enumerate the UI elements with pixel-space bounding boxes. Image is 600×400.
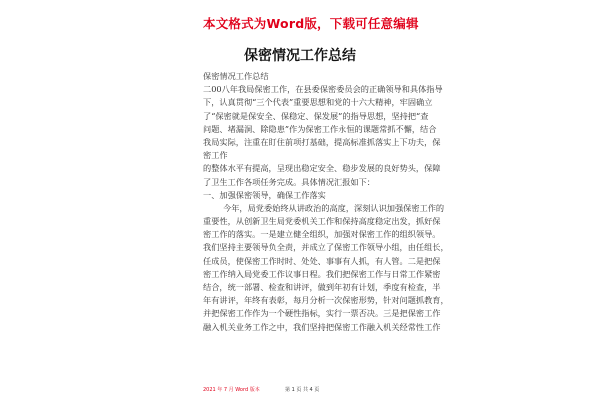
word-format-banner: 本文格式为Word版，下载可任意编辑 bbox=[203, 16, 419, 31]
footer-page-number: 第 1 页 共 4 页 bbox=[285, 387, 320, 393]
body-line: 保密情况工作总结 bbox=[203, 71, 269, 81]
body-line: 重要性，从创新卫生局党委机关工作和保持高度稳定出发，抓好保 bbox=[203, 216, 441, 227]
body-line: 密工作 bbox=[203, 150, 228, 161]
body-line: 了“保密就是保安全、保稳定、保发展”的指导思想，坚持把“查 bbox=[203, 110, 429, 121]
body-line: 今年，局党委始终从讲政治的高度，深刻认识加强保密工作的 bbox=[223, 202, 445, 213]
body-line: 密工作纳入局党委工作议事日程。我们把保密工作与日常工作紧密 bbox=[203, 268, 441, 279]
body-line: 问题、堵漏洞、除隐患”作为保密工作永恒的课题常抓不懈，结合 bbox=[203, 123, 437, 134]
body-line: 下，认真贯彻“三个代表”重要思想和党的十六大精神，牢固确立 bbox=[203, 97, 433, 108]
body-line: 密工作的落实。一是建立健全组织，加强对保密工作的组织领导。 bbox=[203, 229, 441, 240]
body-line: 结合，统一部署、检查和讲评，做到年初有计划，季度有检查，半 bbox=[203, 282, 441, 292]
body-line: 融入机关业务工作之中，我们坚持把保密工作融入机关经常性工作 bbox=[203, 321, 441, 332]
page-title: 保密情况工作总结 bbox=[244, 48, 356, 64]
document-body bbox=[203, 70, 503, 334]
body-line: 我们坚持主要领导负全责，并成立了保密工作领导小组，由任组长， bbox=[203, 242, 449, 253]
body-line: 的整体水平有提高，呈现出稳定安全、稳步发展的良好势头，保障 bbox=[203, 163, 441, 174]
body-line: 我局实际，注重在盯住前项打基础，提高标准抓落实上下功夫，保 bbox=[203, 136, 441, 147]
body-line: 了卫生工作各项任务完成。具体情况汇报如下： bbox=[203, 176, 375, 187]
body-line: 任成员，使保密工作时时、处处、事事有人抓，有人管。二是把保 bbox=[203, 255, 441, 266]
page-footer bbox=[203, 386, 503, 396]
section-heading: 一、加强保密领导，确保工作落实 bbox=[203, 189, 326, 200]
footer-date-version: 2021 年 7 月 Word 版本 bbox=[203, 387, 260, 393]
body-line: 年有讲评，年终有表彰，每月分析一次保密形势，针对问题抓教育， bbox=[203, 295, 449, 306]
body-line: 并把保密工作作为一个硬性指标，实行一票否决。三是把保密工作 bbox=[203, 308, 441, 319]
body-line: 二00八年我局保密工作，在县委保密委员会的正确领导和具体指导 bbox=[203, 84, 443, 95]
